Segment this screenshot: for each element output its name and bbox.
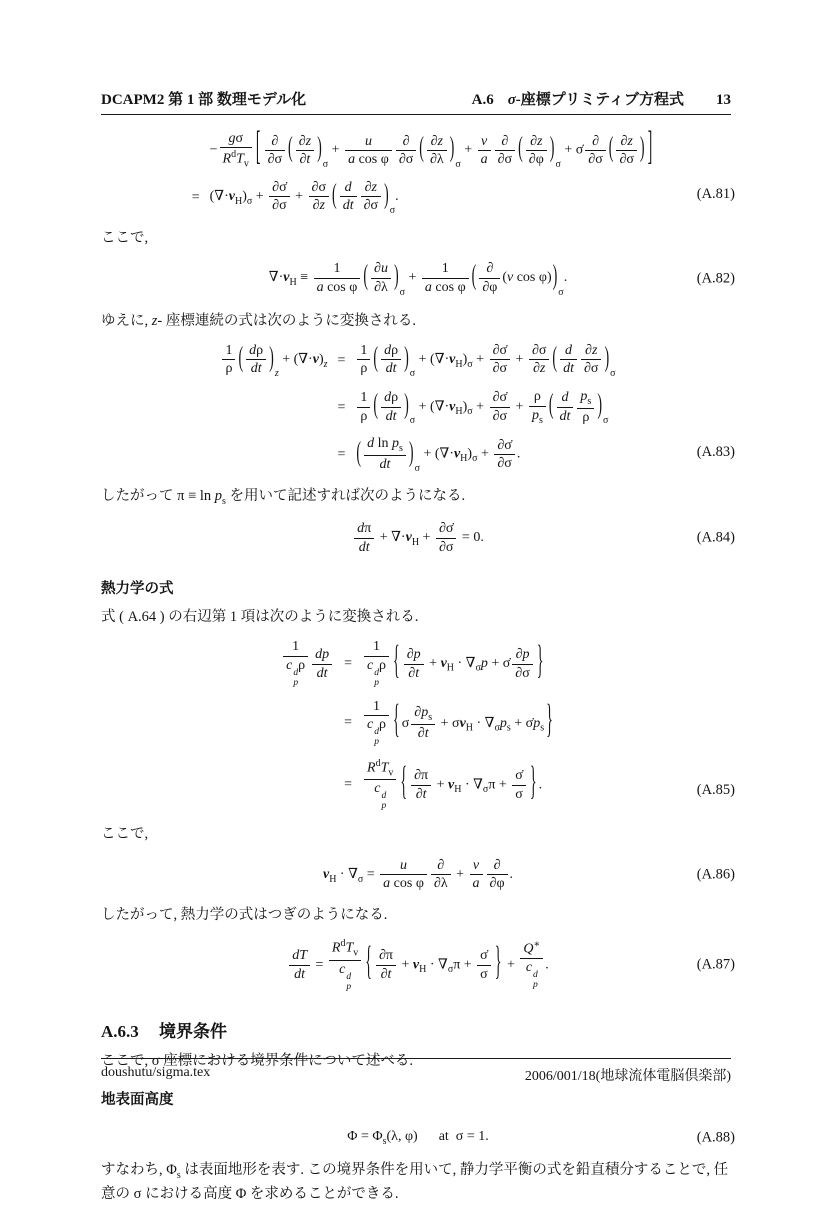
equation-lhs [279,753,336,817]
equation-lhs [218,384,329,431]
equation-number: (A.87) [696,956,735,973]
header-right [472,88,731,109]
equation-rhs: ( $\frac{d \ln p_s}{dt}$ )$\sigma + (\nabla\cdot v_H)_\sigma$ + $\frac{\partial\sigmȧ}{\partial\sigma}$ . [356,436,521,474]
equation-A87-body: $\frac{dT}{dt}$ = $R^dT_v$ c d p { $\frac{\partial\pi}{\partial t}$ + $v_H \cdot \nabla_\sigma\pi$ + $\frac{\sigmȧ}{\sigma}$ } + Q∗ c d p . [101,932,735,998]
equation-A82 [101,255,735,303]
paragraph-kokode-1: ここで, [101,229,149,246]
footer-date-credit: 2006/001/18(地球流体電脳倶楽部) [524,1069,731,1084]
equation-number: (A.81) [696,185,735,202]
equation-A87 [101,932,735,998]
equation-row [218,431,617,478]
equation-A82-body: $\nabla\cdot v_H$ ≡ $\frac{1}{\text{a cos φ}}$ ( $\frac{\partial u}{\partial\lambda}$ )σ + $\frac{1}{\text{a cos φ}}$ ( ∂ ∂φ (v cos φ))σ. [268,261,568,298]
equation-row [218,338,617,384]
equation-A88-body: $\Phi = \Phi_s(\lambda$, φ) at σ = 1. [347,1129,489,1147]
subheading-surface-height: 地表面高度 [101,1092,174,1108]
equation-A85 [101,634,735,817]
document-body [101,122,735,1212]
equation-row [279,694,557,753]
equation-relation: = [344,715,353,731]
paragraph-shitagatte-2: したがって, 熱力学の式はつぎのようになる. [101,906,388,923]
equation-rhs: 1 c d p ρ { σ $\frac{\partial p_s}{\partial t}$ + $\sigma v_H \cdot \nabla_\sigma p_s$ + $\sigmȧp_s$ } [360,694,557,753]
equation-number: (A.82) [696,270,735,287]
equation-relation: = [337,399,346,415]
page-footer [101,1058,731,1085]
equation-number: (A.85) [696,782,735,799]
equation-A83-rows [218,338,617,479]
equation-number: (A.88) [696,1129,735,1146]
footer-filename: doushutu/sigma.tex [101,1065,211,1080]
paragraph-kokode-2: ここで, [101,826,149,843]
equation-lhs: 1 c d p ρ $\frac{dp}{dt}$ [279,634,336,693]
equation-lhs [218,431,329,478]
header-section-title: σ-座標プリミティブ方程式 [507,92,684,108]
subheading-thermodynamics: 熱力学の式 [101,580,174,597]
equation-relation: = [191,189,200,205]
paragraph-boundary-intro: ここで, σ 座標における境界条件について述べる. [101,1052,414,1069]
equation-relation: = [344,777,353,793]
equation-rhs: $\frac{1}{\rho}$ ( $\frac{d\rho}{dt}$ )$\sigma + (\nabla\cdot v_H)_\sigma$ + $\frac{\partial\sigmȧ}{\partial\sigma}$ + $\frac{\rho}{p_s}$ ( $\frac{d}{dt}$ $\frac{p_s}{\rho}$ )σ [353,384,617,431]
equation-rhs: − gσ $R^dT_v$ [ ∂ ∂σ ( $\frac{\partial z}{\partial t}$ )σ + $\frac{u}{\text{a cos φ}}$ ∂ ∂σ ( $\frac{\partial z}{\partial\lambda}$ )σ + $\frac{v}{a}$ ∂ ∂σ ( $\frac{\partial z}{\partial\varphi}$ )σ + σ̇ ∂ ∂σ ( $\frac{\partial z}{\partial\sigma}$ ) ] [209,127,653,171]
header-section-number: A.6 [471,92,494,108]
equation-rhs: 1 c d p ρ { $\frac{\partial p}{\partial t}$ + $v_H \cdot \nabla_\sigma p$ + σ̇ $\frac{\partial p}{\partial\sigma}$ } [360,634,557,693]
equation-rhs: $R^dT_v$ c d p { $\frac{\partial\pi}{\partial t}$ + $v_H \cdot \nabla_\sigma\pi$ + $\frac{\sigmȧ}{\sigma}$ } . [360,753,557,817]
page-header [101,88,731,115]
equation-A81 [101,126,735,221]
paragraph-surface-note: すなわち, $\Phi_s$ は表面地形を表す. この境界条件を用いて, 静力学平衡の式を鉛直積分することで, 任意の σ における高度 Φ を求めることができる. [101,1161,729,1203]
equation-lhs: $\frac{1}{\rho}$ ( $\frac{d\rho}{dt}$ )$z + (\nabla\cdot v)_z$ [218,338,329,384]
equation-row [279,634,557,693]
equation-A83 [101,338,735,479]
equation-number: (A.83) [696,443,735,460]
equation-A81-rows [180,126,657,221]
paragraph-shiki-a64: 式 ( A.64 ) の右辺第 1 項は次のように変換される. [101,608,419,625]
equation-number: (A.84) [696,529,735,546]
equation-A86-body: $v_H \cdot \nabla_\sigma$ = $\frac{u}{\text{a cos φ}}$ ∂ ∂λ + $\frac{v}{a}$ ∂ ∂φ . [322,857,514,892]
paragraph-yueni: ゆえに, z- 座標連続の式は次のように変換される. [101,312,416,329]
section-heading-a63 [101,1017,735,1042]
equation-relation: = [337,447,346,463]
equation-lhs [279,694,336,753]
equation-A84-body: $\frac{d\pi}{dt}$ + $\nabla\cdot v_H$ + $\frac{\partial\sigmȧ}{\partial\sigma}$ = 0. [101,515,735,561]
equation-A88 [101,1123,735,1153]
equation-row [279,753,557,817]
equation-row [218,384,617,431]
section-title: 境界条件 [159,1021,228,1041]
equation-row [180,126,657,175]
equation-rhs: $(\nabla\cdot v_H)_\sigma$ + $\frac{\partial\sigmȧ}{\partial\sigma}$ + $\frac{\partial\sigma}{\partial z}$ ( $\frac{d}{dt}$ $\frac{\partial z}{\partial\sigma}$ )σ. [209,179,399,216]
equation-A85-rows [279,634,557,817]
equation-row [180,175,657,221]
paragraph-shitagatte-1: したがって $\pi \equiv \ln p_s$ を用いて記述すれば次のようになる. [101,487,466,507]
header-page-number: 13 [716,92,731,108]
equation-relation: = [337,353,346,369]
equation-A86 [101,852,735,898]
equation-relation [184,126,208,175]
equation-relation: = [344,656,353,672]
equation-rhs: $\frac{1}{\rho}$ ( $\frac{d\rho}{dt}$ )$\sigma + (\nabla\cdot v_H)_\sigma$ + $\frac{\partial\sigmȧ}{\partial\sigma}$ + $\frac{\partial\sigma}{\partial z}$ ( $\frac{d}{dt}$ $\frac{\partial z}{\partial\sigma}$ )σ [353,338,617,384]
equation-number: (A.86) [696,866,735,883]
equation-A84 [101,515,735,561]
header-left-title: DCAPM2 第 1 部 数理モデル化 [101,92,307,108]
section-number: A.6.3 [101,1021,139,1041]
